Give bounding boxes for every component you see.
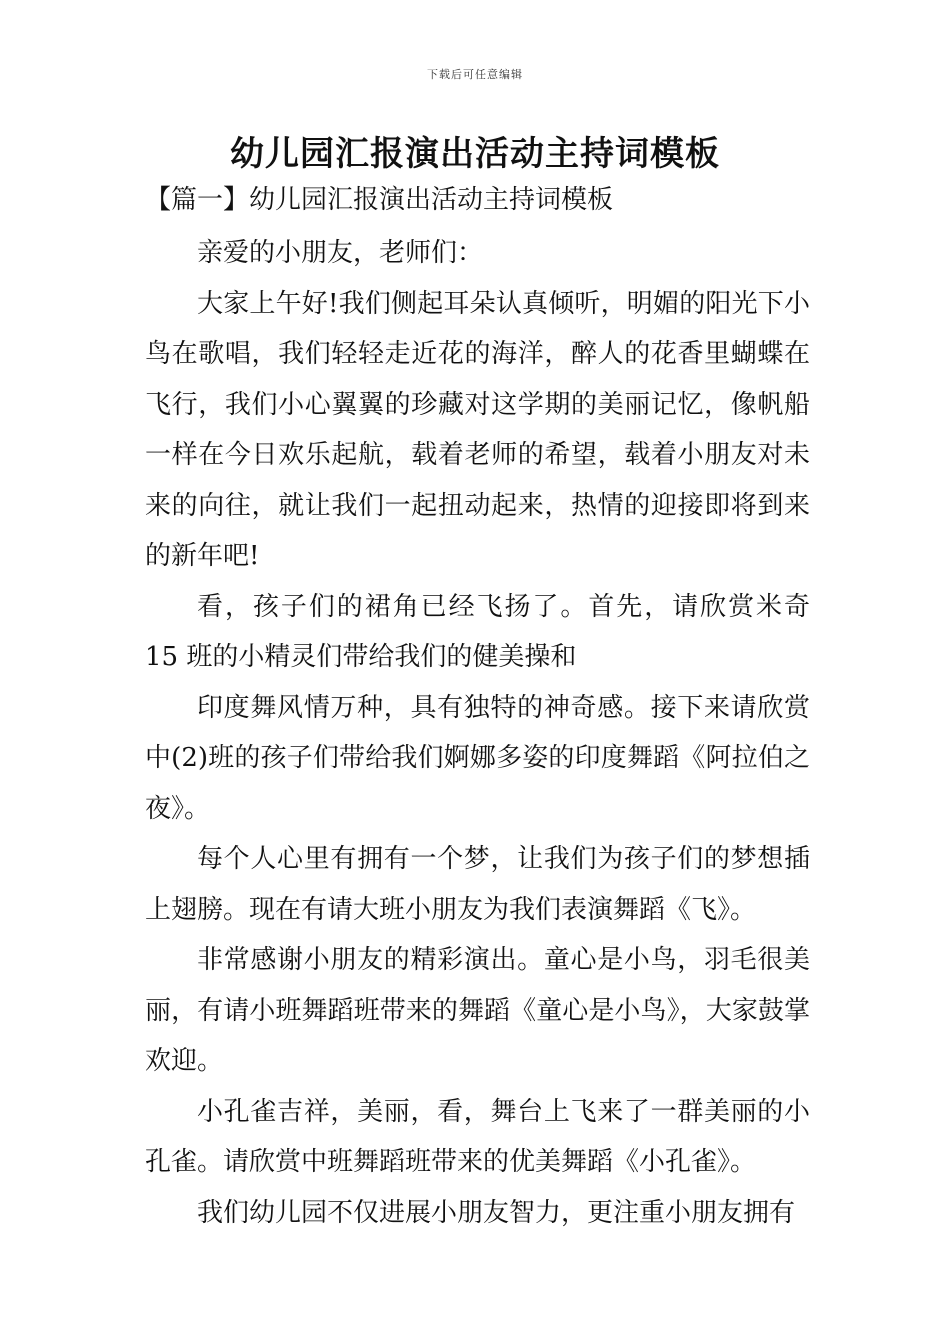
paragraph-peacock-dance: 小孔雀吉祥，美丽，看，舞台上飞来了一群美丽的小孔雀。请欣赏中班舞蹈班带来的优美舞蹈《小孔雀》。 [145,1096,810,1177]
document-title: 幼儿园汇报演出活动主持词模板 [230,134,720,174]
paragraph-closing: 我们幼儿园不仅进展小朋友智力，更注重小朋友拥有 [197,1197,796,1228]
paragraph-fly-dance: 每个人心里有拥有一个梦，让我们为孩子们的梦想插上翅膀。现在有请大班小朋友为我们表演舞蹈《飞》。 [145,844,810,925]
paragraph-aerobics: 看，孩子们的裙角已经飞扬了。首先，请欣赏米奇 15 班的小精灵们带给我们的健美操和 [145,591,810,672]
document-body [145,228,810,1238]
paragraph-greeting: 亲爱的小朋友，老师们： [197,238,484,268]
paragraph-bird-dance: 非常感谢小朋友的精彩演出。童心是小鸟，羽毛很美丽，有请小班舞蹈班带来的舞蹈《童心是小鸟》，大家鼓掌欢迎。 [145,945,810,1076]
paragraph-opening: 大家上午好!我们侧起耳朵认真倾听，明媚的阳光下小鸟在歌唱，我们轻轻走近花的海洋，醉人的花香里蝴蝶在飞行，我们小心翼翼的珍藏对这学期的美丽记忆，像帆船一样在今日欢乐起航，载着老师的希望，载着小朋友对未来的向往，就让我们一起扭动起来，热情的迎接即将到来的新年吧! [145,288,810,571]
section-heading: 【篇一】幼儿园汇报演出活动主持词模板 [145,185,614,215]
paragraph-indian-dance: 印度舞风情万种，具有独特的神奇感。接下来请欣赏中(2)班的孩子们带给我们婀娜多姿的印度舞蹈《阿拉伯之夜》。 [145,692,810,824]
header-note: 下载后可任意编辑 [427,68,523,81]
